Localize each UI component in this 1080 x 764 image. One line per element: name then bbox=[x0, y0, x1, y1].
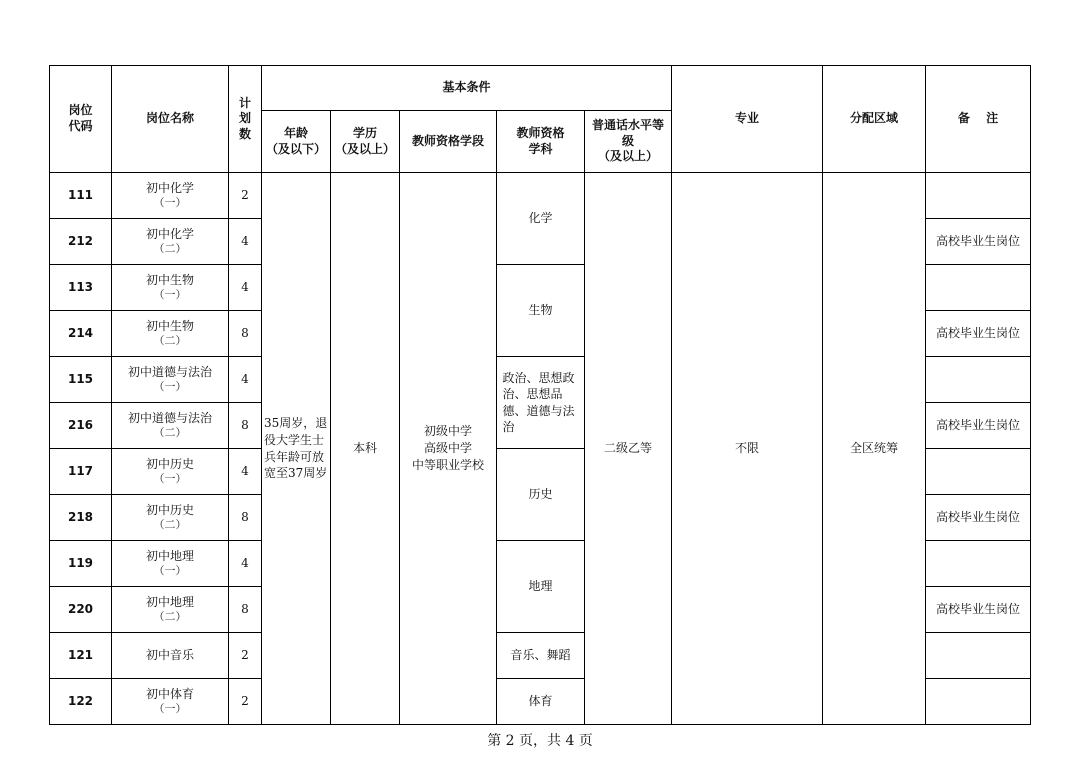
table-row-note bbox=[926, 357, 1031, 403]
subject-pe: 体育 bbox=[497, 679, 585, 725]
table-row-note: 高校毕业生岗位 bbox=[926, 403, 1031, 449]
table-row-note bbox=[926, 679, 1031, 725]
subject-politics: 政治、思想政治、思想品德、道德与法治 bbox=[497, 357, 585, 449]
table-row-name: 初中地理 （一） bbox=[112, 541, 229, 587]
stage-condition: 初级中学 高级中学 中等职业学校 bbox=[400, 173, 497, 725]
table-row-note bbox=[926, 449, 1031, 495]
table-row-note bbox=[926, 173, 1031, 219]
table-row-plan: 8 bbox=[229, 311, 262, 357]
table-row-code: 212 bbox=[50, 219, 112, 265]
subject-chemistry: 化学 bbox=[497, 173, 585, 265]
table-row-note bbox=[926, 633, 1031, 679]
region-condition: 全区统筹 bbox=[823, 173, 926, 725]
table-row-code: 113 bbox=[50, 265, 112, 311]
header-plan: 计 划 数 bbox=[229, 66, 262, 173]
header-stage: 教师资格学段 bbox=[400, 111, 497, 173]
subject-biology: 生物 bbox=[497, 265, 585, 357]
table-row-plan: 4 bbox=[229, 265, 262, 311]
table-row-name: 初中历史 （二） bbox=[112, 495, 229, 541]
table-row-name: 初中道德与法治 （二） bbox=[112, 403, 229, 449]
table-row-plan: 8 bbox=[229, 587, 262, 633]
table-row-plan: 4 bbox=[229, 449, 262, 495]
table-row-name: 初中化学 （二） bbox=[112, 219, 229, 265]
header-region: 分配区域 bbox=[823, 66, 926, 173]
header-remark: 备 注 bbox=[926, 66, 1031, 173]
table-row-note: 高校毕业生岗位 bbox=[926, 495, 1031, 541]
table-row-code: 111 bbox=[50, 173, 112, 219]
table-row-code: 216 bbox=[50, 403, 112, 449]
table-row-plan: 8 bbox=[229, 495, 262, 541]
header-name: 岗位名称 bbox=[112, 66, 229, 173]
table-row-code: 121 bbox=[50, 633, 112, 679]
table-row-name: 初中历史 （一） bbox=[112, 449, 229, 495]
table-row-code: 119 bbox=[50, 541, 112, 587]
mandarin-condition: 二级乙等 bbox=[585, 173, 672, 725]
subject-music: 音乐、舞蹈 bbox=[497, 633, 585, 679]
table-row-note: 高校毕业生岗位 bbox=[926, 587, 1031, 633]
table-row-plan: 2 bbox=[229, 633, 262, 679]
subject-geography: 地理 bbox=[497, 541, 585, 633]
table-row-code: 117 bbox=[50, 449, 112, 495]
recruitment-table bbox=[49, 65, 1031, 725]
table-row-code: 122 bbox=[50, 679, 112, 725]
table-row-note bbox=[926, 265, 1031, 311]
table-row-name: 初中化学 （一） bbox=[112, 173, 229, 219]
table-row-plan: 8 bbox=[229, 403, 262, 449]
table-row-plan: 4 bbox=[229, 219, 262, 265]
table-row-name: 初中道德与法治 （一） bbox=[112, 357, 229, 403]
header-age: 年龄 （及以下） bbox=[262, 111, 331, 173]
subject-history: 历史 bbox=[497, 449, 585, 541]
table-row-name: 初中生物 （二） bbox=[112, 311, 229, 357]
table-row-name: 初中地理 （二） bbox=[112, 587, 229, 633]
header-education: 学历 （及以上） bbox=[331, 111, 400, 173]
table-row-note: 高校毕业生岗位 bbox=[926, 219, 1031, 265]
table-row-plan: 2 bbox=[229, 679, 262, 725]
table-row-name: 初中音乐 bbox=[112, 633, 229, 679]
table-row-name: 初中生物 （一） bbox=[112, 265, 229, 311]
header-code: 岗位 代码 bbox=[50, 66, 112, 173]
table-row-code: 218 bbox=[50, 495, 112, 541]
table-row-code: 115 bbox=[50, 357, 112, 403]
table-row-code: 220 bbox=[50, 587, 112, 633]
education-condition: 本科 bbox=[331, 173, 400, 725]
table-row-plan: 4 bbox=[229, 541, 262, 587]
table-row-plan: 2 bbox=[229, 173, 262, 219]
table-row-code: 214 bbox=[50, 311, 112, 357]
major-condition: 不限 bbox=[672, 173, 823, 725]
table-row-plan: 4 bbox=[229, 357, 262, 403]
header-major: 专业 bbox=[672, 66, 823, 173]
age-condition: 35周岁，退役大学生士兵年龄可放宽至37周岁 bbox=[262, 173, 331, 725]
header-mandarin: 普通话水平等 级 （及以上） bbox=[585, 111, 672, 173]
page-footer: 第 2 页，共 4 页 bbox=[487, 733, 593, 749]
table-row-note bbox=[926, 541, 1031, 587]
table-row-note: 高校毕业生岗位 bbox=[926, 311, 1031, 357]
header-basic-conditions: 基本条件 bbox=[262, 66, 672, 111]
header-subject: 教师资格 学科 bbox=[497, 111, 585, 173]
table-row-name: 初中体育 （一） bbox=[112, 679, 229, 725]
